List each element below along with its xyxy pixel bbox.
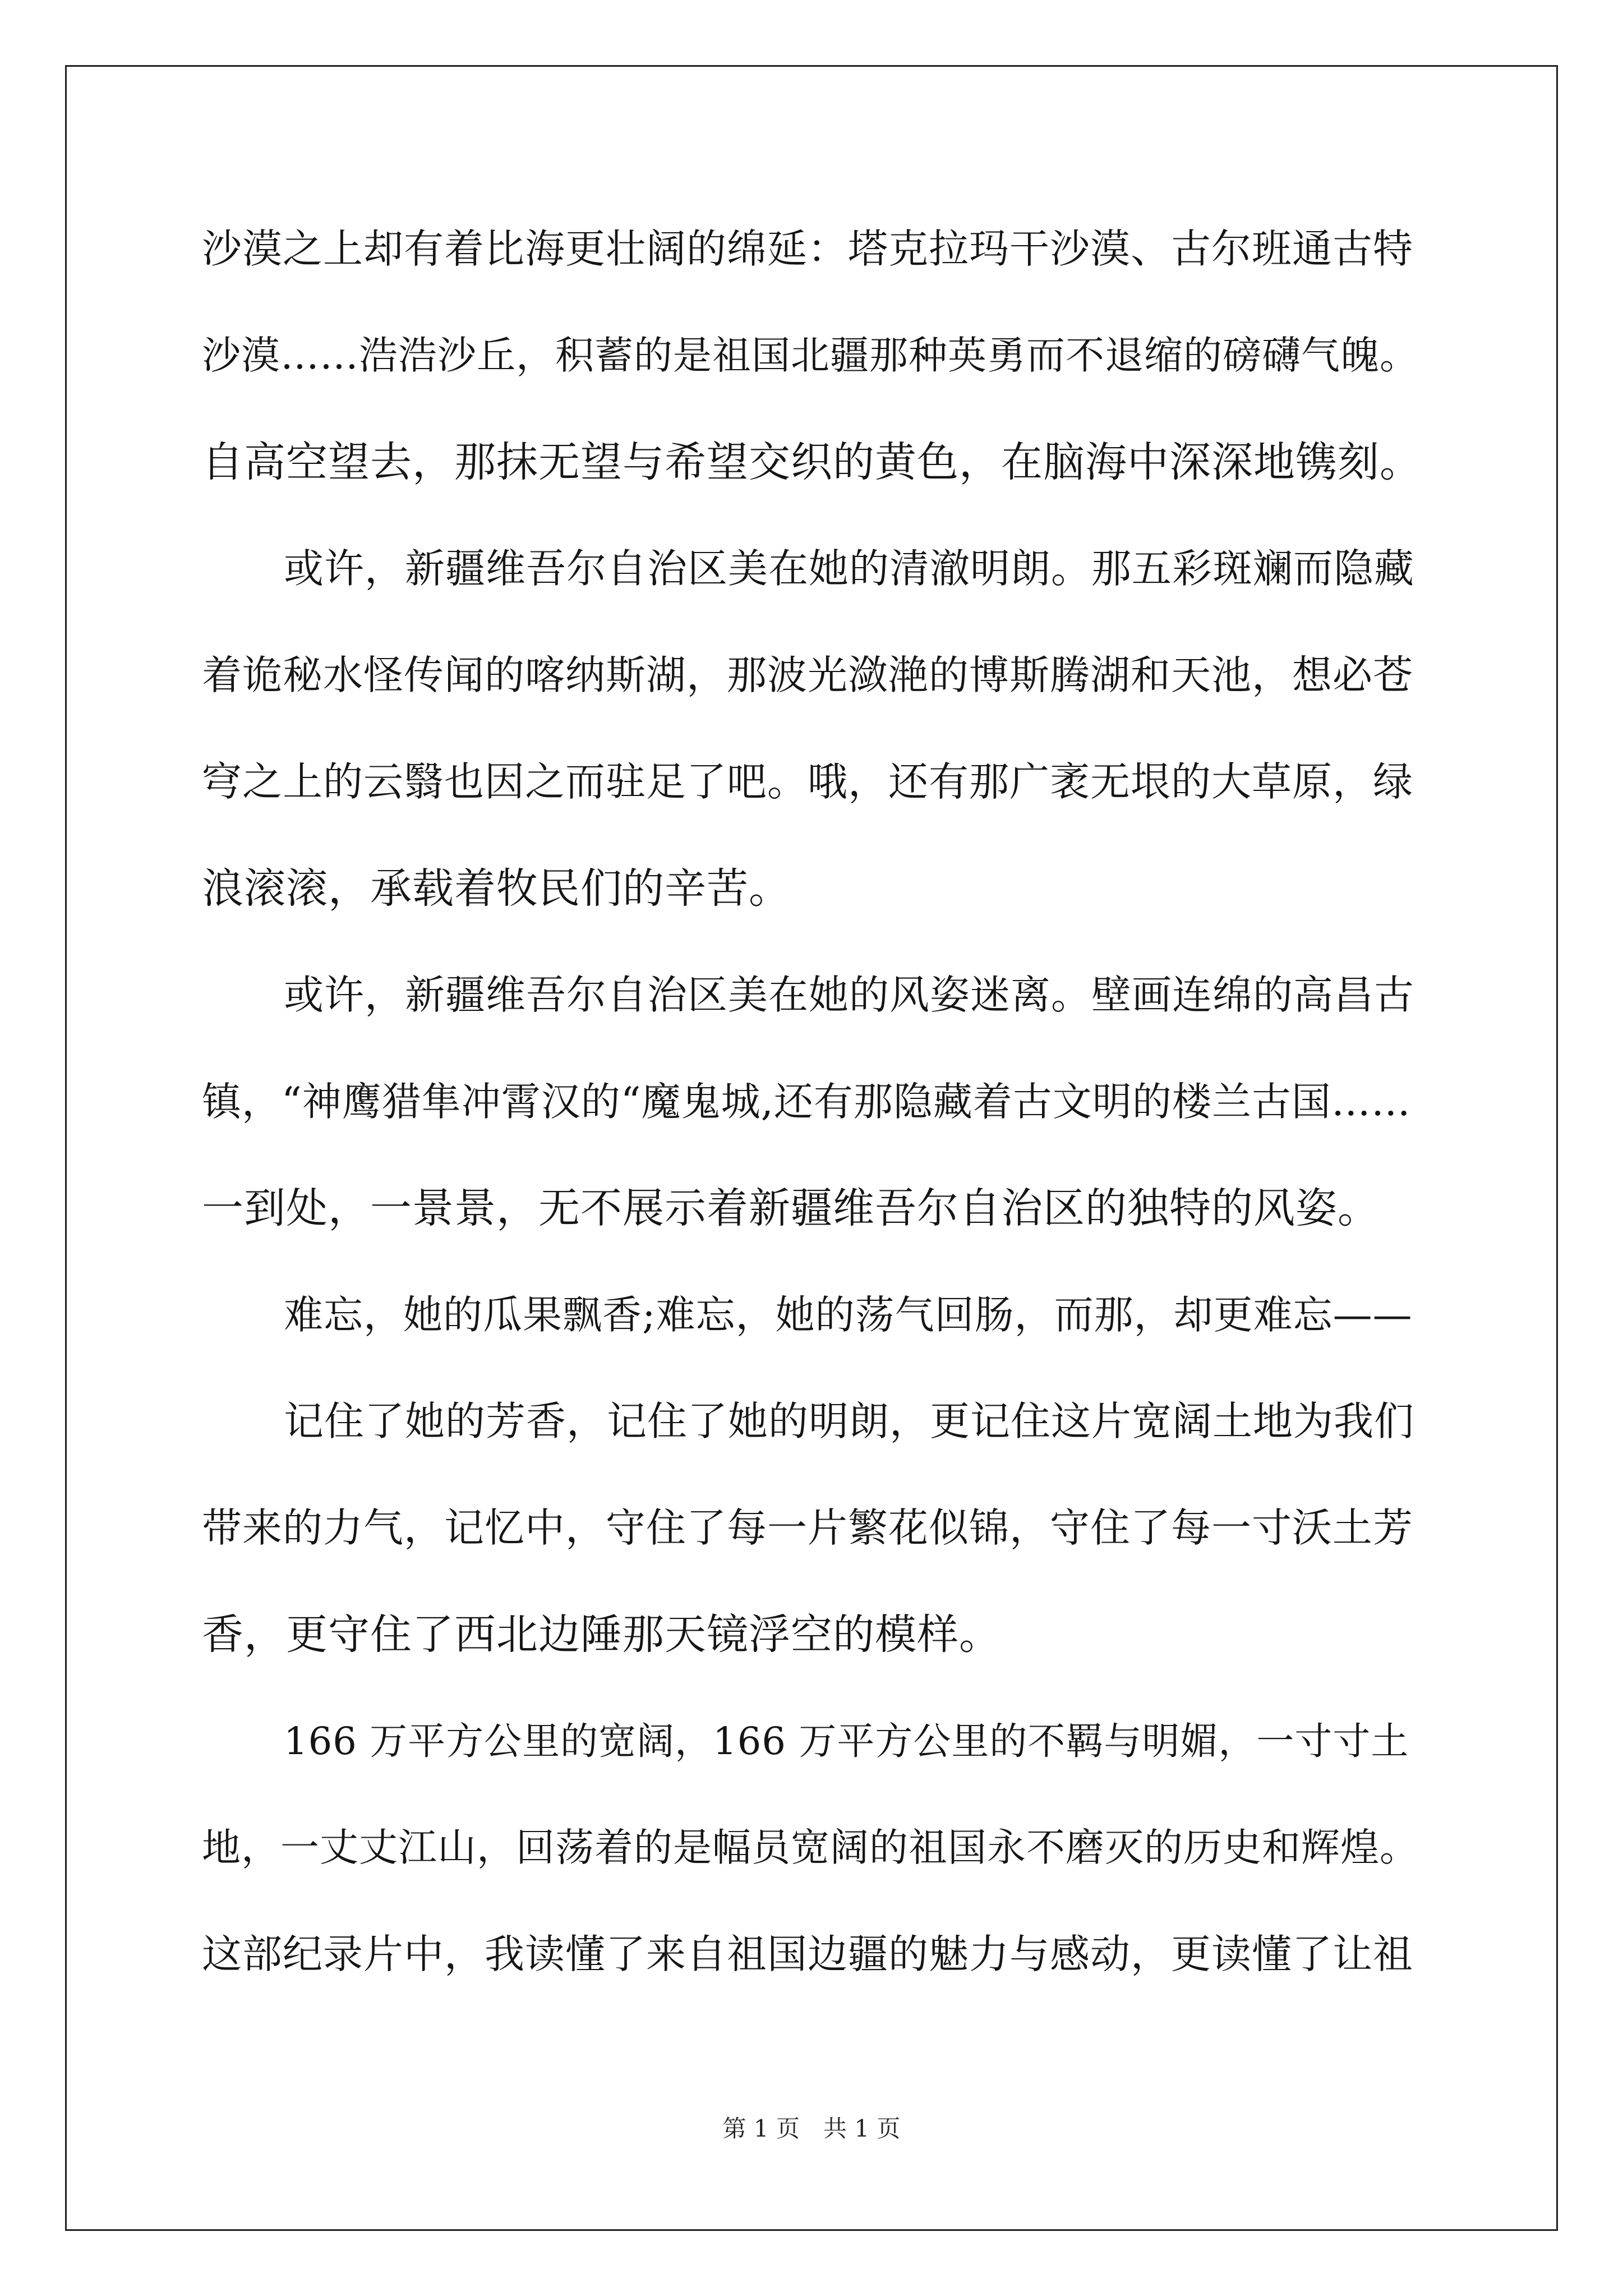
text-line: 浪滚滚，承载着牧民们的辛苦。: [202, 864, 791, 913]
text-line: 一到处，一景景，无不展示着新疆维吾尔自治区的独特的风姿。: [202, 1184, 1380, 1232]
text-line: 香，更守住了西北边陲那天镜浮空的模样。: [202, 1611, 1001, 1659]
text-line: 着诡秘水怪传闻的喀纳斯湖，那波光潋滟的博斯腾湖和天池，想必苍: [202, 652, 1414, 698]
text-line: 带来的力气，记忆中，守住了每一片繁花似锦，守住了每一寸沃土芳: [202, 1504, 1414, 1551]
text-line: 或许，新疆维吾尔自治区美在她的风姿迷离。壁画连绵的高昌古: [284, 972, 1415, 1018]
text-line: 166 万平方公里的宽阔，166 万平方公里的不羁与明媚，一寸寸土: [284, 1719, 1409, 1763]
page-number: 第 1 页 共 1 页: [722, 2115, 901, 2142]
text-line: 镇，“神鹰猎隼冲霄汉的“魔鬼城,还有那隐藏着古文明的楼兰古国……: [202, 1079, 1411, 1125]
text-line: 自高空望去，那抹无望与希望交织的黄色，在脑海中深深地镌刻。: [202, 438, 1422, 486]
text-line: 或许，新疆维吾尔自治区美在她的清澈明朗。那五彩斑斓而隐藏: [284, 545, 1415, 592]
document-body: [202, 0, 1424, 2076]
text-line: 沙漠……浩浩沙丘，积蓄的是祖国北疆那种英勇而不退缩的磅礴气魄。: [202, 333, 1419, 378]
text-line: 地，一丈丈江山，回荡着的是幅员宽阔的祖国永不磨灭的历史和辉煌。: [202, 1825, 1419, 1870]
text-line: 穹之上的云翳也因之而驻足了吧。哦，还有那广袤无垠的大草原，绿: [202, 758, 1414, 805]
text-line: 难忘，她的瓜果飘香;难忘，她的荡气回肠，而那，却更难忘——: [284, 1292, 1413, 1338]
text-line: 这部纪录片中，我读懂了来自祖国边疆的魅力与感动，更读懂了让祖: [202, 1931, 1414, 1977]
text-line: 记住了她的芳香，记住了她的明朗，更记住这片宽阔土地为我们: [284, 1398, 1415, 1444]
text-line: 沙漠之上却有着比海更壮阔的绵延：塔克拉玛干沙漠、古尔班通古特: [202, 226, 1414, 272]
